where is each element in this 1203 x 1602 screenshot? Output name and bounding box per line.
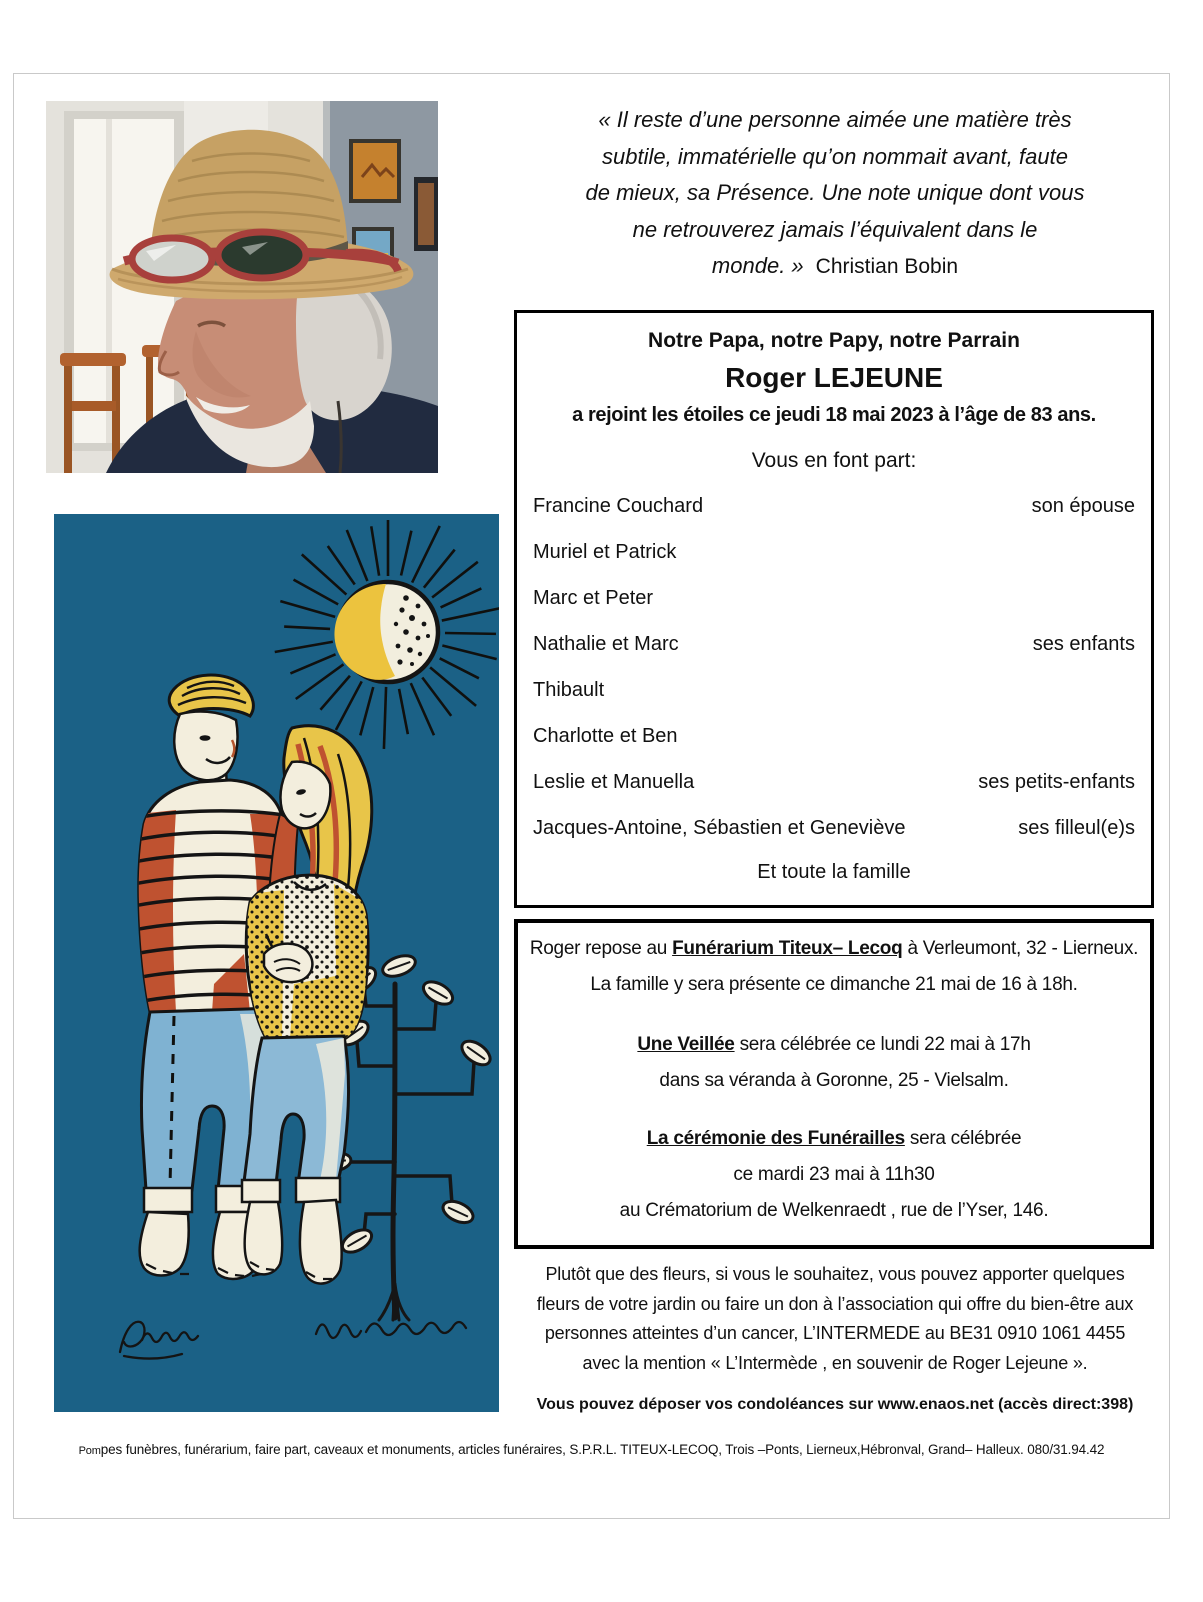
flowers-line: Plutôt que des fleurs, si vous le souhaitez, vous pouvez apporter quelques bbox=[545, 1264, 1125, 1284]
family-row bbox=[533, 723, 1135, 749]
family-row bbox=[533, 815, 1135, 841]
portrait-photo bbox=[46, 101, 438, 473]
veillee-line2: dans sa véranda à Goronne, 25 - Vielsalm. bbox=[659, 1070, 1009, 1091]
condolences-line: Vous pouvez déposer vos condoléances sur www.enaos.net (accès direct:398) bbox=[536, 1396, 1134, 1413]
memorial-quote bbox=[511, 102, 1159, 286]
flowers-paragraph bbox=[511, 1260, 1159, 1378]
funerarium-name: Funérarium Titeux– Lecoq bbox=[672, 938, 903, 959]
family-names: Muriel et Patrick bbox=[533, 541, 677, 563]
family-row bbox=[533, 585, 1135, 611]
repose-line1 bbox=[518, 931, 1150, 967]
quote-last-line bbox=[511, 248, 1159, 286]
family-names: Thibault bbox=[533, 679, 605, 701]
deceased-name: Roger LEJEUNE bbox=[725, 362, 943, 393]
ceremony-line2: ce mardi 23 mai à 11h30 bbox=[733, 1164, 935, 1185]
family-names: Francine Couchard bbox=[533, 495, 704, 517]
part-label: Vous en font part: bbox=[751, 449, 917, 472]
repose-prefix: Roger repose au bbox=[529, 938, 673, 959]
announcement-box bbox=[514, 310, 1154, 908]
announcement-card bbox=[13, 73, 1170, 1519]
family-names: Nathalie et Marc bbox=[533, 633, 679, 655]
ceremony-line1 bbox=[518, 1121, 1150, 1157]
veillee-title: Une Veillée bbox=[637, 1034, 735, 1055]
family-relation: ses enfants bbox=[1032, 633, 1135, 655]
family-list bbox=[533, 493, 1135, 841]
family-names: Leslie et Manuella bbox=[533, 771, 695, 793]
veillee-section bbox=[518, 1027, 1150, 1099]
family-names: Marc et Peter bbox=[533, 587, 654, 609]
footer-line bbox=[14, 1442, 1169, 1457]
announcement-intro: Notre Papa, notre Papy, notre Parrain bbox=[648, 329, 1020, 352]
repose-suffix: à Verleumont, 32 - Lierneux. bbox=[902, 938, 1139, 959]
family-row bbox=[533, 631, 1135, 657]
couple-illustration bbox=[54, 514, 499, 1412]
quote-line: ne retrouverez jamais l’équivalent dans le bbox=[632, 216, 1038, 242]
repose-line2: La famille y sera présente ce dimanche 21 mai de 16 à 18h. bbox=[590, 974, 1078, 995]
portrait-photo-art bbox=[46, 101, 438, 473]
quote-line: subtile, immatérielle qu’on nommait avant, faute bbox=[602, 143, 1068, 169]
ceremony-suffix: sera célébrée bbox=[904, 1128, 1022, 1149]
family-names: Jacques-Antoine, Sébastien et Geneviève bbox=[533, 817, 906, 839]
passing-line: a rejoint les étoiles ce jeudi 18 mai 2023 à l’âge de 83 ans. bbox=[572, 404, 1096, 426]
ceremony-line3: au Crématorium de Welkenraedt , rue de l’Yser, 146. bbox=[619, 1200, 1049, 1221]
quote-end: monde. » bbox=[711, 253, 804, 278]
footer-text: pes funèbres, funérarium, faire part, caveaux et monuments, articles funéraires, S.P.R.L. TITEUX-LECOQ, Trois –Ponts, Lierneux,Hébronval, Grand– Halleux. 080/31.94.42 bbox=[100, 1442, 1105, 1457]
veillee-suffix: sera célébrée ce lundi 22 mai à 17h bbox=[734, 1034, 1031, 1055]
family-relation: ses filleul(e)s bbox=[1018, 817, 1135, 839]
flowers-line: fleurs de votre jardin ou faire un don à l’association qui offre du bien-être aux bbox=[536, 1293, 1134, 1314]
family-names: Charlotte et Ben bbox=[533, 725, 678, 747]
flowers-line: personnes atteintes d’un cancer, L’INTERMEDE au BE31 0910 1061 4455 bbox=[544, 1323, 1126, 1343]
family-relation: ses petits-enfants bbox=[978, 771, 1135, 793]
quote-author: Christian Bobin bbox=[815, 255, 959, 278]
family-row bbox=[533, 539, 1135, 565]
family-row bbox=[533, 677, 1135, 703]
veillee-line1 bbox=[518, 1027, 1150, 1063]
family-closing: Et toute la famille bbox=[757, 861, 911, 883]
repose-section bbox=[518, 931, 1150, 1003]
footer-lead: Pom bbox=[78, 1445, 101, 1457]
ceremony-title: La cérémonie des Funérailles bbox=[646, 1128, 905, 1149]
family-row bbox=[533, 493, 1135, 519]
clasped-hands bbox=[264, 944, 312, 982]
flowers-line: avec la mention « L’Intermède , en souvenir de Roger Lejeune ». bbox=[582, 1352, 1088, 1373]
quote-line: « Il reste d’une personne aimée une matière très bbox=[598, 107, 1072, 132]
family-relation: son épouse bbox=[1031, 495, 1135, 517]
quote-line: de mieux, sa Présence. Une note unique dont vous bbox=[585, 180, 1085, 205]
arrangements-box bbox=[514, 919, 1154, 1249]
family-row bbox=[533, 769, 1135, 795]
couple-illustration-art bbox=[54, 514, 499, 1412]
ceremony-section bbox=[518, 1121, 1150, 1229]
